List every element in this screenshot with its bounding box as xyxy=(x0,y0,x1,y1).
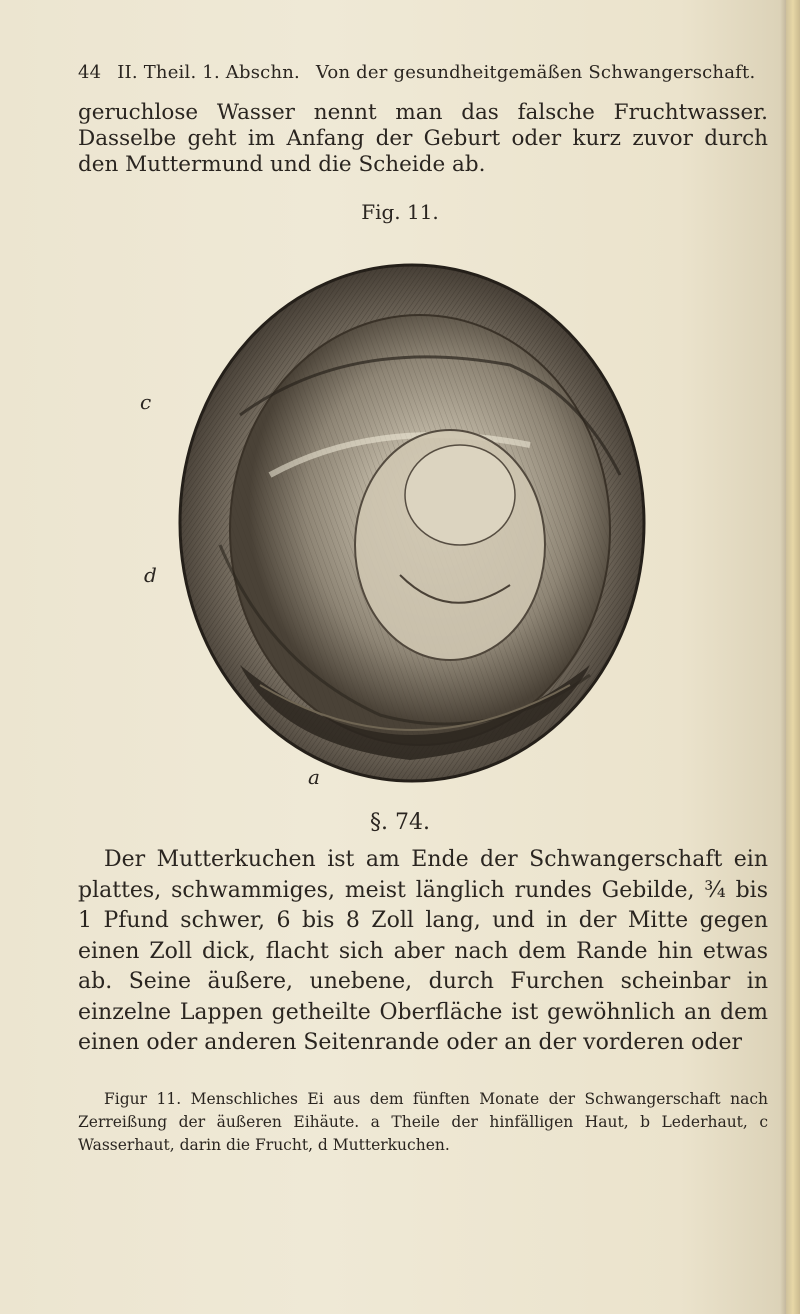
figure-letter-d: d xyxy=(144,563,157,587)
part-label: II. Theil. 1. Abschn. xyxy=(117,62,300,83)
egg-illustration xyxy=(150,245,670,790)
page-number: 44 xyxy=(78,62,102,83)
body-paragraph: Der Mutterkuchen ist am Ende der Schwangerschaft ein plattes, schwammiges, meist länglich rundes Gebilde, ¾ bis 1 Pfund schwer, 6 bis 8 Zoll lang, und in der Mitte gegen einen Zoll dick, flacht sich aber nach dem Rande hin etwas ab. Seine äußere, unebene, durch Furchen scheinbar in einzelne Lappen getheilte Oberfläche ist gewöhnlich an dem einen oder anderen Seitenrande oder an der vorderen oder xyxy=(78,847,768,1055)
running-title: Von der gesundheitgemäßen Schwangerschaft. xyxy=(315,62,756,83)
running-header xyxy=(78,62,768,83)
intro-paragraph: geruchlose Wasser nennt man das falsche Fruchtwasser. Dasselbe geht im Anfang der Geburt oder kurz zuvor durch den Muttermund und die Scheide ab. xyxy=(78,100,768,177)
figure-engraving xyxy=(140,245,670,790)
page-edge xyxy=(786,0,800,1314)
section-heading: §. 74. xyxy=(370,810,430,835)
figure-label: Fig. 11. xyxy=(361,200,439,224)
figure-letter-a: a xyxy=(308,765,320,789)
figure-caption: Figur 11. Menschliches Ei aus dem fünften Monate der Schwangerschaft nach Zerreißung der äußeren Eihäute. a Theile der hinfälligen Haut, b Lederhaut, c Wasserhaut, darin die Frucht, d Mutterkuchen. xyxy=(78,1090,768,1154)
figure-letter-c: c xyxy=(140,390,152,414)
